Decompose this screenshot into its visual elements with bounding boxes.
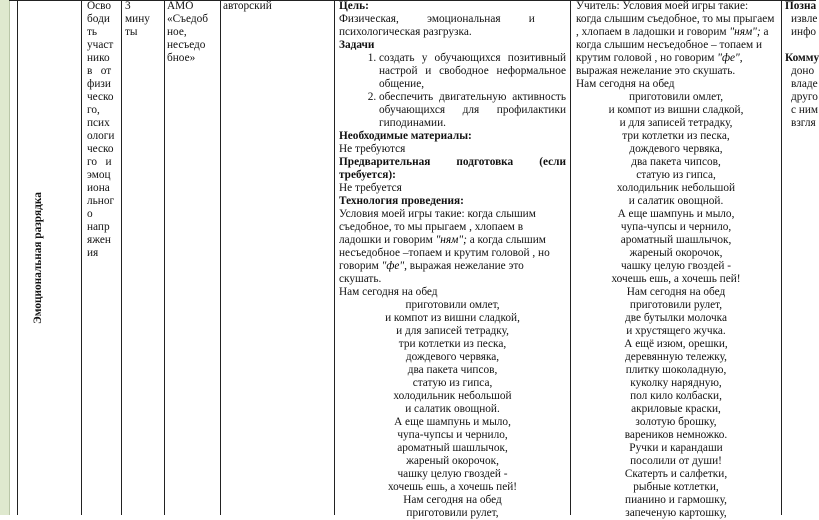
text-line: физи (87, 78, 111, 90)
text-line: ное, (167, 26, 187, 38)
word-fe: "фе", (381, 260, 407, 272)
duration-text (125, 0, 163, 39)
text-line: и для записей тетрадку, (619, 117, 733, 129)
text-line: акриловые краски, (631, 403, 721, 415)
text-line: А ещё изюм, орешки, (624, 338, 728, 350)
text-line: статую из гипса, (412, 377, 493, 389)
section-label: Эмоциональная разрядка (32, 191, 44, 324)
text-line: ческо (87, 91, 114, 103)
text-line: два пакета чипсов, (407, 364, 498, 376)
text-line: приготовили омлет, (628, 91, 724, 103)
text-line: ароматный шашлычок, (620, 234, 732, 246)
text-line: Осво (87, 0, 112, 12)
text-line: чашку целую гвоздей - (621, 260, 731, 272)
text-line: в от (87, 65, 112, 77)
text-line: напр (87, 221, 110, 233)
text-line: жареный окорочок, (629, 247, 723, 259)
rules-text: выражая нежелание это скушать. (339, 260, 527, 285)
prep-label: Предварительная подготовка (если требуется): (339, 156, 566, 181)
text-line: несъедо (167, 39, 206, 51)
text-line: ия (87, 247, 99, 259)
edge-line: извле (791, 13, 818, 25)
text-line: АМО (167, 0, 194, 12)
text-line: чашку целую гвоздей - (397, 468, 508, 480)
rules-text: а когда слышим несъедобное –топаем и крутим головой , но говорим (339, 234, 553, 272)
text-line: вареников немножко. (624, 429, 728, 441)
task-item: 1. создать у обучающихся позитивный настрой и свободное неформальное общение, (379, 52, 566, 91)
text-line: дождевого червяка, (629, 143, 723, 155)
table-border (334, 0, 335, 515)
edge-line: владе (791, 78, 818, 90)
text-line: чупа-чупсы и чернило, (620, 221, 732, 233)
text-line: псих (87, 117, 110, 129)
text-line: и для записей тетрадку, (396, 325, 509, 337)
goal-label: Цель: (339, 0, 369, 12)
text-line: хочешь ешь, а хочешь пей! (611, 273, 741, 285)
text-line: Нам сегодня на обед (403, 494, 502, 506)
competence-column (785, 0, 819, 515)
materials-label: Необходимые материалы: (339, 130, 472, 142)
poem-block (339, 299, 566, 520)
text-line: эмоц (87, 169, 111, 181)
edge-line (785, 39, 816, 52)
text-line: ароматный шашлычок, (397, 442, 508, 454)
table-border (121, 0, 122, 515)
edge-line: Комму (785, 52, 819, 64)
method-column (167, 0, 219, 515)
rules-text: Учитель: Условия моей игры такие: когда слышим съедобное, то мы прыгаем , хлопаем в ладошки и говорим (576, 0, 778, 38)
text-line: чупа-чупсы и чернило, (397, 429, 508, 441)
word-fe: "фе", (717, 52, 743, 64)
teacher-column (576, 0, 778, 519)
text-line: иона (87, 182, 110, 194)
left-shaded-margin (0, 0, 10, 515)
edge-line: взгля (791, 117, 816, 129)
rules-text: выражая нежелание это скушать. (576, 52, 746, 77)
rules-text: а когда слышим несъедобное – топаем и крутим головой , но говорим (576, 26, 772, 64)
text-line: бное» (167, 52, 196, 64)
text-line: жареный окорочок, (406, 455, 499, 467)
text-line: приготовили рулет, (406, 507, 499, 519)
text-line: и компот из вишни сладкой, (385, 312, 520, 324)
text-line: ологи (87, 130, 115, 142)
tech-label: Технология проведения: (339, 195, 464, 207)
word-yum: "ням"; (729, 26, 761, 38)
goal-column-text (87, 0, 117, 260)
text-line: Ручки и карандаши (629, 442, 723, 454)
text-line: пианино и гармошку, (625, 494, 727, 506)
text-line: ты (125, 26, 138, 38)
author-column (223, 0, 331, 515)
table-border (81, 0, 82, 515)
text-line: 3 (125, 0, 131, 12)
section-cell (18, 0, 58, 515)
text-line: статую из гипса, (636, 169, 716, 181)
word-yum: "ням"; (435, 234, 467, 246)
table-border (781, 0, 782, 515)
edge-line: доно (791, 65, 815, 77)
text-line: три котлетки из песка, (398, 338, 507, 350)
text-line: два пакета чипсов, (631, 156, 721, 168)
poem-block (576, 91, 776, 520)
text-line: холодильник небольшой (393, 390, 512, 402)
text-line: приготовили омлет, (405, 299, 500, 311)
text-line: две бутылки молочка (625, 312, 727, 324)
table-border (220, 0, 221, 515)
text-line: Нам сегодня на обед (626, 286, 726, 298)
rules-text: Условия моей игры такие: когда слышим съедобное, то мы прыгаем , хлопаем в ладошки и говорим (339, 208, 539, 246)
text-line: рыбные котлетки, (633, 481, 719, 493)
text-line: яжен (87, 234, 111, 246)
tasks-list (339, 52, 566, 130)
edge-line: с ним (791, 104, 819, 116)
duration-column (125, 0, 163, 515)
text-line: три котлетки из песка, (622, 130, 730, 142)
edge-line: инфо (791, 26, 817, 38)
text-line: льног (87, 195, 115, 207)
text-line: и хрустящего жучка. (626, 325, 726, 337)
text-line: золотую брошку, (635, 416, 717, 428)
description-column (339, 0, 566, 519)
prep-value: Не требуется (339, 182, 402, 194)
text-line: А еще шампунь и мыло, (394, 416, 511, 428)
teacher-rules (576, 0, 776, 78)
text-line: запеченую картошку, (625, 507, 727, 519)
edge-line: друго (791, 91, 818, 103)
text-line: боди (87, 13, 110, 25)
text-line: и компот из вишни сладкой, (608, 104, 744, 116)
rules-paragraph (339, 208, 566, 286)
tasks-label: Задачи (339, 39, 375, 51)
text-line: нико (87, 52, 110, 64)
text-line: А еще шампунь и мыло, (617, 208, 735, 220)
text-line: «Съедоб (167, 13, 209, 25)
task-item: 2. обеспечить двигательную активность обучающихся для профилактики гиподинамии. (379, 91, 566, 130)
poem-start: Нам сегодня на обед (576, 78, 675, 90)
text-line: посолили от души! (630, 455, 722, 467)
goal-column (87, 0, 117, 515)
text-line: ческо (87, 143, 114, 155)
text-line: участ (87, 39, 114, 51)
table-border (164, 0, 165, 515)
text-line: деревянную тележку, (625, 351, 727, 363)
text-line: и салатик овощной. (405, 403, 500, 415)
author-text: авторский (223, 0, 272, 12)
text-line: го, (87, 104, 100, 116)
text-line: дождевого червяка, (405, 351, 500, 363)
text-line: пол кило колбаски, (630, 390, 722, 402)
text-line: и салатик овощной. (628, 195, 724, 207)
table-border (570, 0, 571, 515)
text-line: плитку шоколадную, (625, 364, 727, 376)
text-line: о (87, 208, 93, 220)
text-line: приготовили рулет, (629, 299, 723, 311)
text-line: ть (87, 26, 98, 38)
method-text (167, 0, 219, 65)
materials-value: Не требуются (339, 143, 406, 155)
goal-line: Физическая, эмоциональная и (339, 13, 535, 25)
edge-line: Позна (785, 0, 817, 12)
text-line: го и (87, 156, 112, 168)
text-line: хочешь ешь, а хочешь пей! (387, 481, 518, 493)
poem-start: Нам сегодня на обед (339, 286, 438, 298)
text-line: Скатерть и салфетки, (624, 468, 728, 480)
goal-line: психологическая разгрузка. (339, 26, 472, 38)
text-line: холодильник небольшой (616, 182, 736, 194)
text-line: мину (125, 13, 150, 25)
text-line: куколку нарядную, (630, 377, 722, 389)
